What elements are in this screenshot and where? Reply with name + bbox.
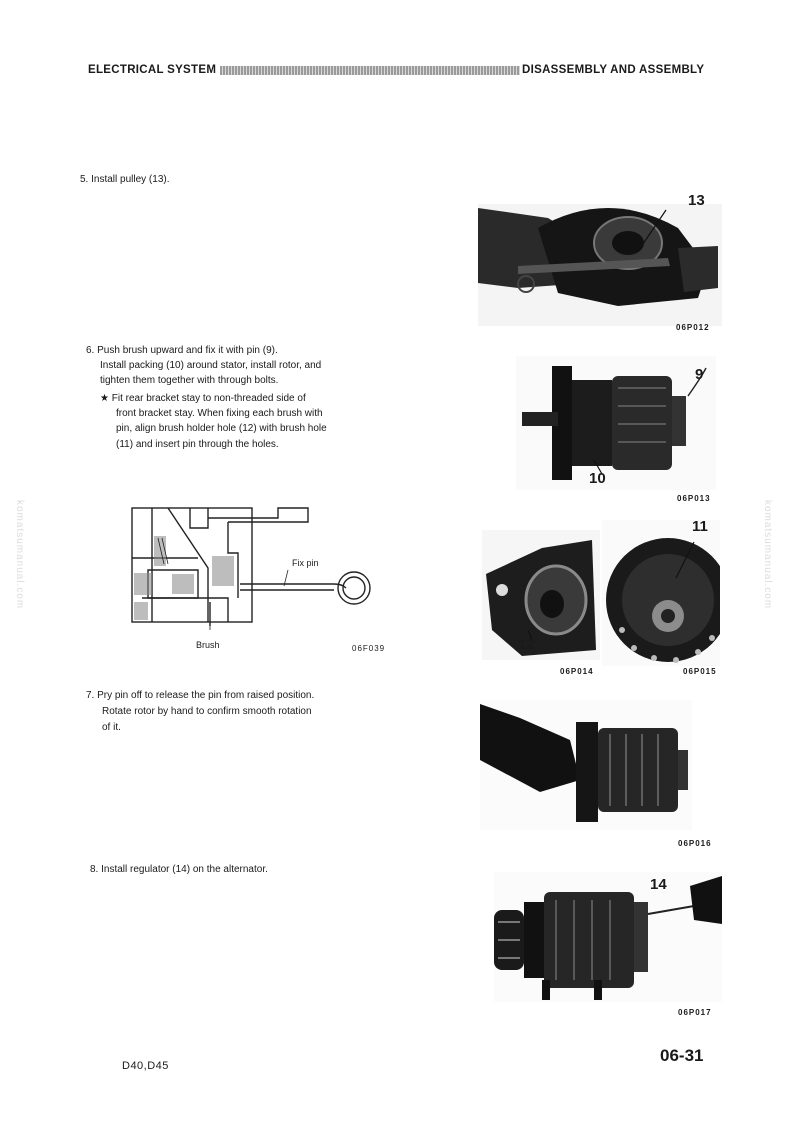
step-6-note-1: ★ Fit rear bracket stay to non-threaded side of <box>100 393 306 404</box>
callout-9: 9 <box>695 366 704 383</box>
step-7-line-3: of it. <box>102 722 121 733</box>
photo-brush-holder <box>482 530 600 660</box>
photo-code-06P013: 06P013 <box>677 494 711 503</box>
callout-14: 14 <box>650 876 667 893</box>
step-6-line-2: Install packing (10) around stator, install rotor, and <box>100 360 322 371</box>
photo-rotate-rotor <box>480 700 692 830</box>
watermark-right: komatsumanual.com <box>762 500 773 610</box>
photo-brush-hole <box>602 520 720 666</box>
callout-10: 10 <box>589 470 606 487</box>
watermark-left: komatsumanual.com <box>14 500 25 610</box>
step-6-note-3: pin, align brush holder hole (12) with brush hole <box>116 423 327 434</box>
step-6-note-2: front bracket stay. When fixing each brush with <box>116 408 323 419</box>
header-rule <box>220 66 520 75</box>
brush-pin-diagram <box>128 498 388 658</box>
photo-brush-pin <box>516 356 716 490</box>
photo-install-regulator <box>494 872 722 1002</box>
footer-model: D40,D45 <box>122 1060 169 1072</box>
photo-code-06P015: 06P015 <box>683 667 717 676</box>
diagram-label-fix-pin: Fix pin <box>292 558 319 568</box>
header-chapter-title: DISASSEMBLY AND ASSEMBLY <box>522 64 705 76</box>
photo-pulley-install <box>478 188 722 326</box>
callout-12: 12 <box>518 636 535 653</box>
step-5: 5. Install pulley (13). <box>80 174 170 185</box>
step-7-line-2: Rotate rotor by hand to confirm smooth rotation <box>102 706 312 717</box>
step-7-line-1: 7. Pry pin off to release the pin from raised position. <box>86 690 315 701</box>
header-section-title: ELECTRICAL SYSTEM <box>88 64 217 76</box>
diagram-figure-code: 06F039 <box>352 644 386 653</box>
footer-page-number: 06-31 <box>660 1046 704 1065</box>
photo-code-06P017: 06P017 <box>678 1008 712 1017</box>
callout-13: 13 <box>688 192 705 209</box>
step-8: 8. Install regulator (14) on the alternator. <box>90 864 268 875</box>
photo-code-06P016: 06P016 <box>678 839 712 848</box>
photo-code-06P012: 06P012 <box>676 323 710 332</box>
step-6-line-3: tighten them together with through bolts. <box>100 375 279 386</box>
step-6-line-1: 6. Push brush upward and fix it with pin (9). <box>86 345 278 356</box>
step-6-note-4: (11) and insert pin through the holes. <box>116 439 279 450</box>
photo-code-06P014: 06P014 <box>560 667 594 676</box>
diagram-label-brush: Brush <box>196 640 220 650</box>
callout-11: 11 <box>692 518 708 535</box>
